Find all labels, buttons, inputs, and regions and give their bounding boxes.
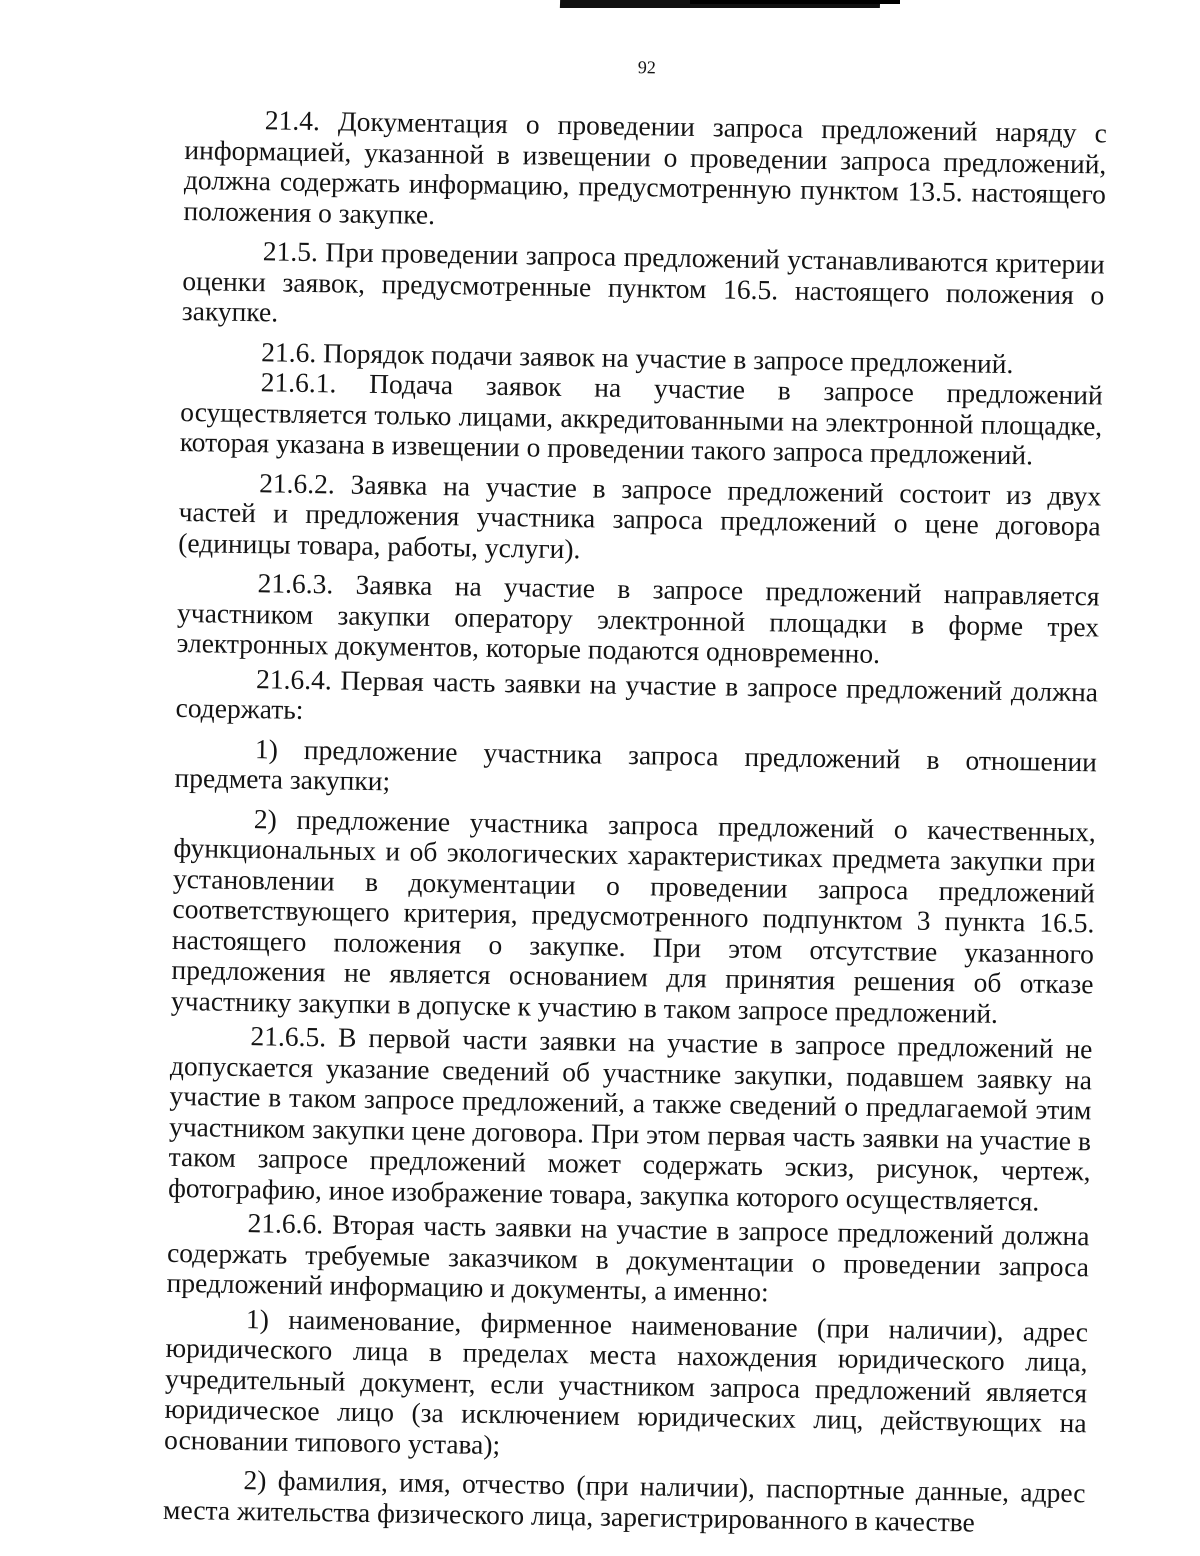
list-item-2-second: 2) фамилия, имя, отчество (при наличии), паспортные данные, адрес места жительства физического лица, зарегистрированного в качестве (162, 1464, 1086, 1538)
paragraph-21-6-1: 21.6.1. Подача заявок на участие в запросе предложений осуществляется только лицами, аккредитованными на электронной площадке, которая указана в извещении о проведении такого запроса предложений. (179, 366, 1103, 471)
list-item-1: 1) предложение участника запроса предложений в отношении предмета закупки; (174, 732, 1098, 797)
list-item-2: 2) предложение участника запроса предложений о качественных, функциональных и об экологических характеристиках предмета закупки при установлении в документации о проведении запроса предложений соответствующего критерия, предусмотренного подпунктом 3 пункта 16.5. настоящего положения о закупке. При этом отсутствие указанного предложения не является основанием для принятия решения об отказе участнику закупки в допуске к участию в таком запросе предложений. (170, 802, 1097, 1029)
paragraph-21-4: 21.4. Документация о проведении запроса предложений наряду с информацией, указанной в извещении о проведении запроса предложений, должна содержать информацию, предусмотренную пунктом 13.5. настоящего положения о закупке. (183, 104, 1108, 230)
page-number: 92 (637, 57, 656, 78)
scan-edge-mark-2 (690, 0, 900, 4)
paragraph-21-6: 21.6. Порядок подачи заявок на участие в запросе предложений. (261, 335, 1014, 379)
paragraph-21-6-2: 21.6.2. Заявка на участие в запросе предложений состоит из двух частей и предложения участника запроса предложений о цене договора (единицы товара, работы, услуги). (178, 466, 1102, 564)
paragraph-21-6-4: 21.6.4. Первая часть заявки на участие в запросе предложений должна содержать: (175, 662, 1099, 725)
paragraph-21-6-6: 21.6.6. Вторая часть заявки на участие в запросе предложений должна содержать требуемые заказчиком в документации о проведении запроса предложений информацию и документы, а именно: (166, 1207, 1090, 1308)
paragraph-21-6-5: 21.6.5. В первой части заявки на участие в запросе предложений не допускается указание сведений об участнике закупки, подавшем заявку на участие в таком запросе предложений, а также сведений о предлагаемой этим участником закупки цене договора. При этом первая часть заявки на участие в таком запросе предложений может содержать эскиз, рисунок, чертеж, фотографию, иное изображение товара, закупка которого осуществляется. (167, 1020, 1093, 1217)
paragraph-21-5: 21.5. При проведении запроса предложений устанавливаются критерии оценки заявок, предусмотренные пунктом 16.5. настоящего положения о закупке. (181, 235, 1105, 328)
paragraph-21-6-3: 21.6.3. Заявка на участие в запросе предложений направляется участником закупки оператору электронной площадки в форме трех электронных документов, которые подаются одновременно. (176, 567, 1100, 669)
list-item-1-second: 1) наименование, фирменное наименование (при наличии), адрес юридического лица в пределах места нахождения юридического лица, учредительный документ, если участником запроса предложений является юридическое лицо (за исключением юридических лиц, действующих на основании типового устава); (163, 1302, 1089, 1460)
document-page (163, 50, 1108, 1543)
